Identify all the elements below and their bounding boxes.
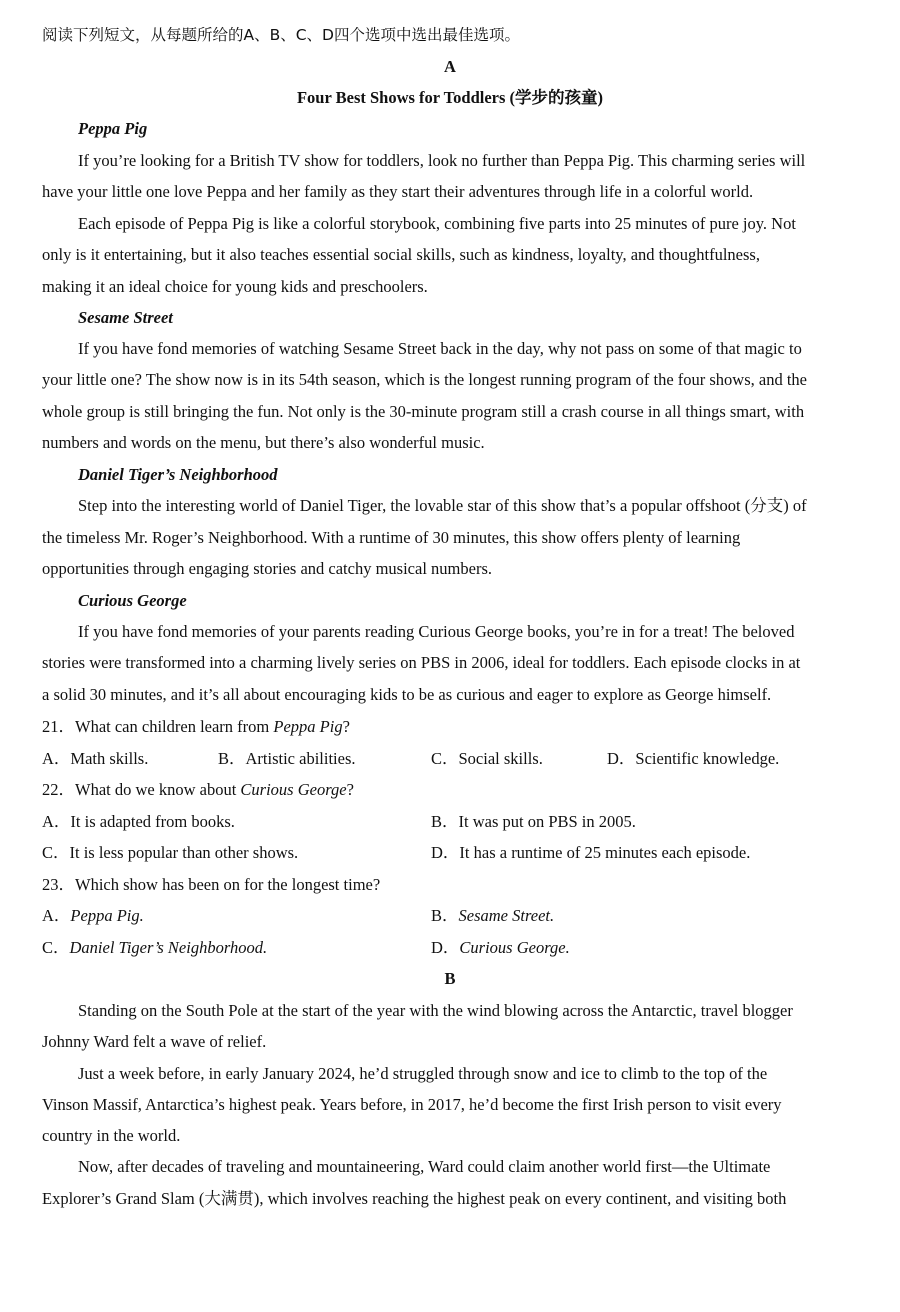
paragraph-line: If you have fond memories of your parents reading Curious George books, you’re in for a treat! The beloved [78,622,795,641]
paragraph-line: Explorer’s Grand Slam (大满贯), which involves reaching the highest peak on every continent, and visiting both [42,1189,787,1208]
section-heading-peppa-pig: Peppa Pig [78,119,148,138]
paragraph-line: have your little one love Peppa and her family as they start their adventures through life in a colorful world. [42,182,754,201]
option-23-c [42,937,267,959]
passage-b-label: B [444,969,456,988]
paragraph-line: only is it entertaining, but it also teaches essential social skills, such as kindness, loyalty, and thoughtfulness, [42,245,760,264]
paragraph-line: numbers and words on the menu, but there’s also wonderful music. [42,433,485,452]
question-22 [42,779,354,801]
option-21-b: B．Artistic abilities. [218,749,356,768]
option-text: Sesame Street. [458,906,555,925]
paragraph-line: Johnny Ward felt a wave of relief. [42,1032,267,1051]
paragraph-line: your little one? The show now is in its 54th season, which is the longest running program of the four shows, and the [42,370,808,389]
passage-a-title: Four Best Shows for Toddlers (学步的孩童) [296,88,604,107]
paragraph-line: stories were transformed into a charming lively series on PBS in 2006, ideal for toddlers. Each episode clocks in at [42,653,801,672]
section-heading-sesame-street: Sesame Street [78,308,173,327]
option-21-d: D．Scientific knowledge. [607,749,780,768]
paragraph-line: If you have fond memories of watching Sesame Street back in the day, why not pass on some of that magic to [78,339,802,358]
option-22-c: C．It is less popular than other shows. [42,843,299,862]
paragraph-line: opportunities through engaging stories and catchy musical numbers. [42,559,492,578]
paragraph-line: Standing on the South Pole at the start of the year with the wind blowing across the Antarctic, travel blogger [78,1001,793,1020]
question-23: 23．Which show has been on for the longest time? [42,875,381,894]
question-italic-title: Peppa Pig [273,717,343,736]
paragraph-line: making it an ideal choice for young kids and preschoolers. [42,277,428,296]
section-heading-daniel-tiger: Daniel Tiger’s Neighborhood [78,465,278,484]
option-text: Daniel Tiger’s Neighborhood. [69,938,268,957]
question-mark: ? [342,717,350,736]
question-text: 22．What do we know about [42,780,241,799]
paragraph-line: a solid 30 minutes, and it’s all about encouraging kids to be as curious and eager to explore as George himself. [42,685,772,704]
option-letter: A． [42,906,71,925]
option-23-d [431,937,570,959]
option-23-a [42,905,144,927]
paragraph-line: Just a week before, in early January 2024, he’d struggled through snow and ice to climb to the top of the [78,1064,768,1083]
question-italic-title: Curious George [240,780,347,799]
question-21 [42,716,350,738]
option-letter: D． [431,938,460,957]
question-text: 21．What can children learn from [42,717,274,736]
option-letter: C． [42,938,70,957]
paragraph-line: Vinson Massif, Antarctica’s highest peak. Years before, in 2017, he’d become the first Irish person to visit every [42,1095,782,1114]
paragraph-line: country in the world. [42,1126,181,1145]
paragraph-line: Step into the interesting world of Daniel Tiger, the lovable star of this show that’s a popular offshoot (分支) of [78,496,807,515]
option-21-a: A．Math skills. [42,749,149,768]
paragraph-line: whole group is still bringing the fun. Not only is the 30-minute program still a crash course in all things smart, with [42,402,805,421]
paragraph-line: If you’re looking for a British TV show for toddlers, look no further than Peppa Pig. This charming series will [78,151,806,170]
option-22-a: A．It is adapted from books. [42,812,235,831]
option-text: Peppa Pig. [70,906,144,925]
option-22-d: D．It has a runtime of 25 minutes each episode. [431,843,751,862]
option-22-b: B．It was put on PBS in 2005. [431,812,636,831]
paragraph-line: Now, after decades of traveling and mountaineering, Ward could claim another world first—the Ultimate [78,1157,771,1176]
section-heading-curious-george: Curious George [78,591,187,610]
option-23-b [431,905,554,927]
paragraph-line: Each episode of Peppa Pig is like a colorful storybook, combining five parts into 25 minutes of pure joy. Not [78,214,796,233]
option-letter: B． [431,906,459,925]
instructions: 阅读下列短文，从每题所给的A、B、C、D四个选项中选出最佳选项。 [42,26,520,44]
option-text: Curious George. [459,938,570,957]
passage-a-label: A [444,57,456,76]
question-mark: ? [346,780,354,799]
paragraph-line: the timeless Mr. Roger’s Neighborhood. With a runtime of 30 minutes, this show offers plenty of learning [42,528,741,547]
option-21-c: C．Social skills. [431,749,543,768]
